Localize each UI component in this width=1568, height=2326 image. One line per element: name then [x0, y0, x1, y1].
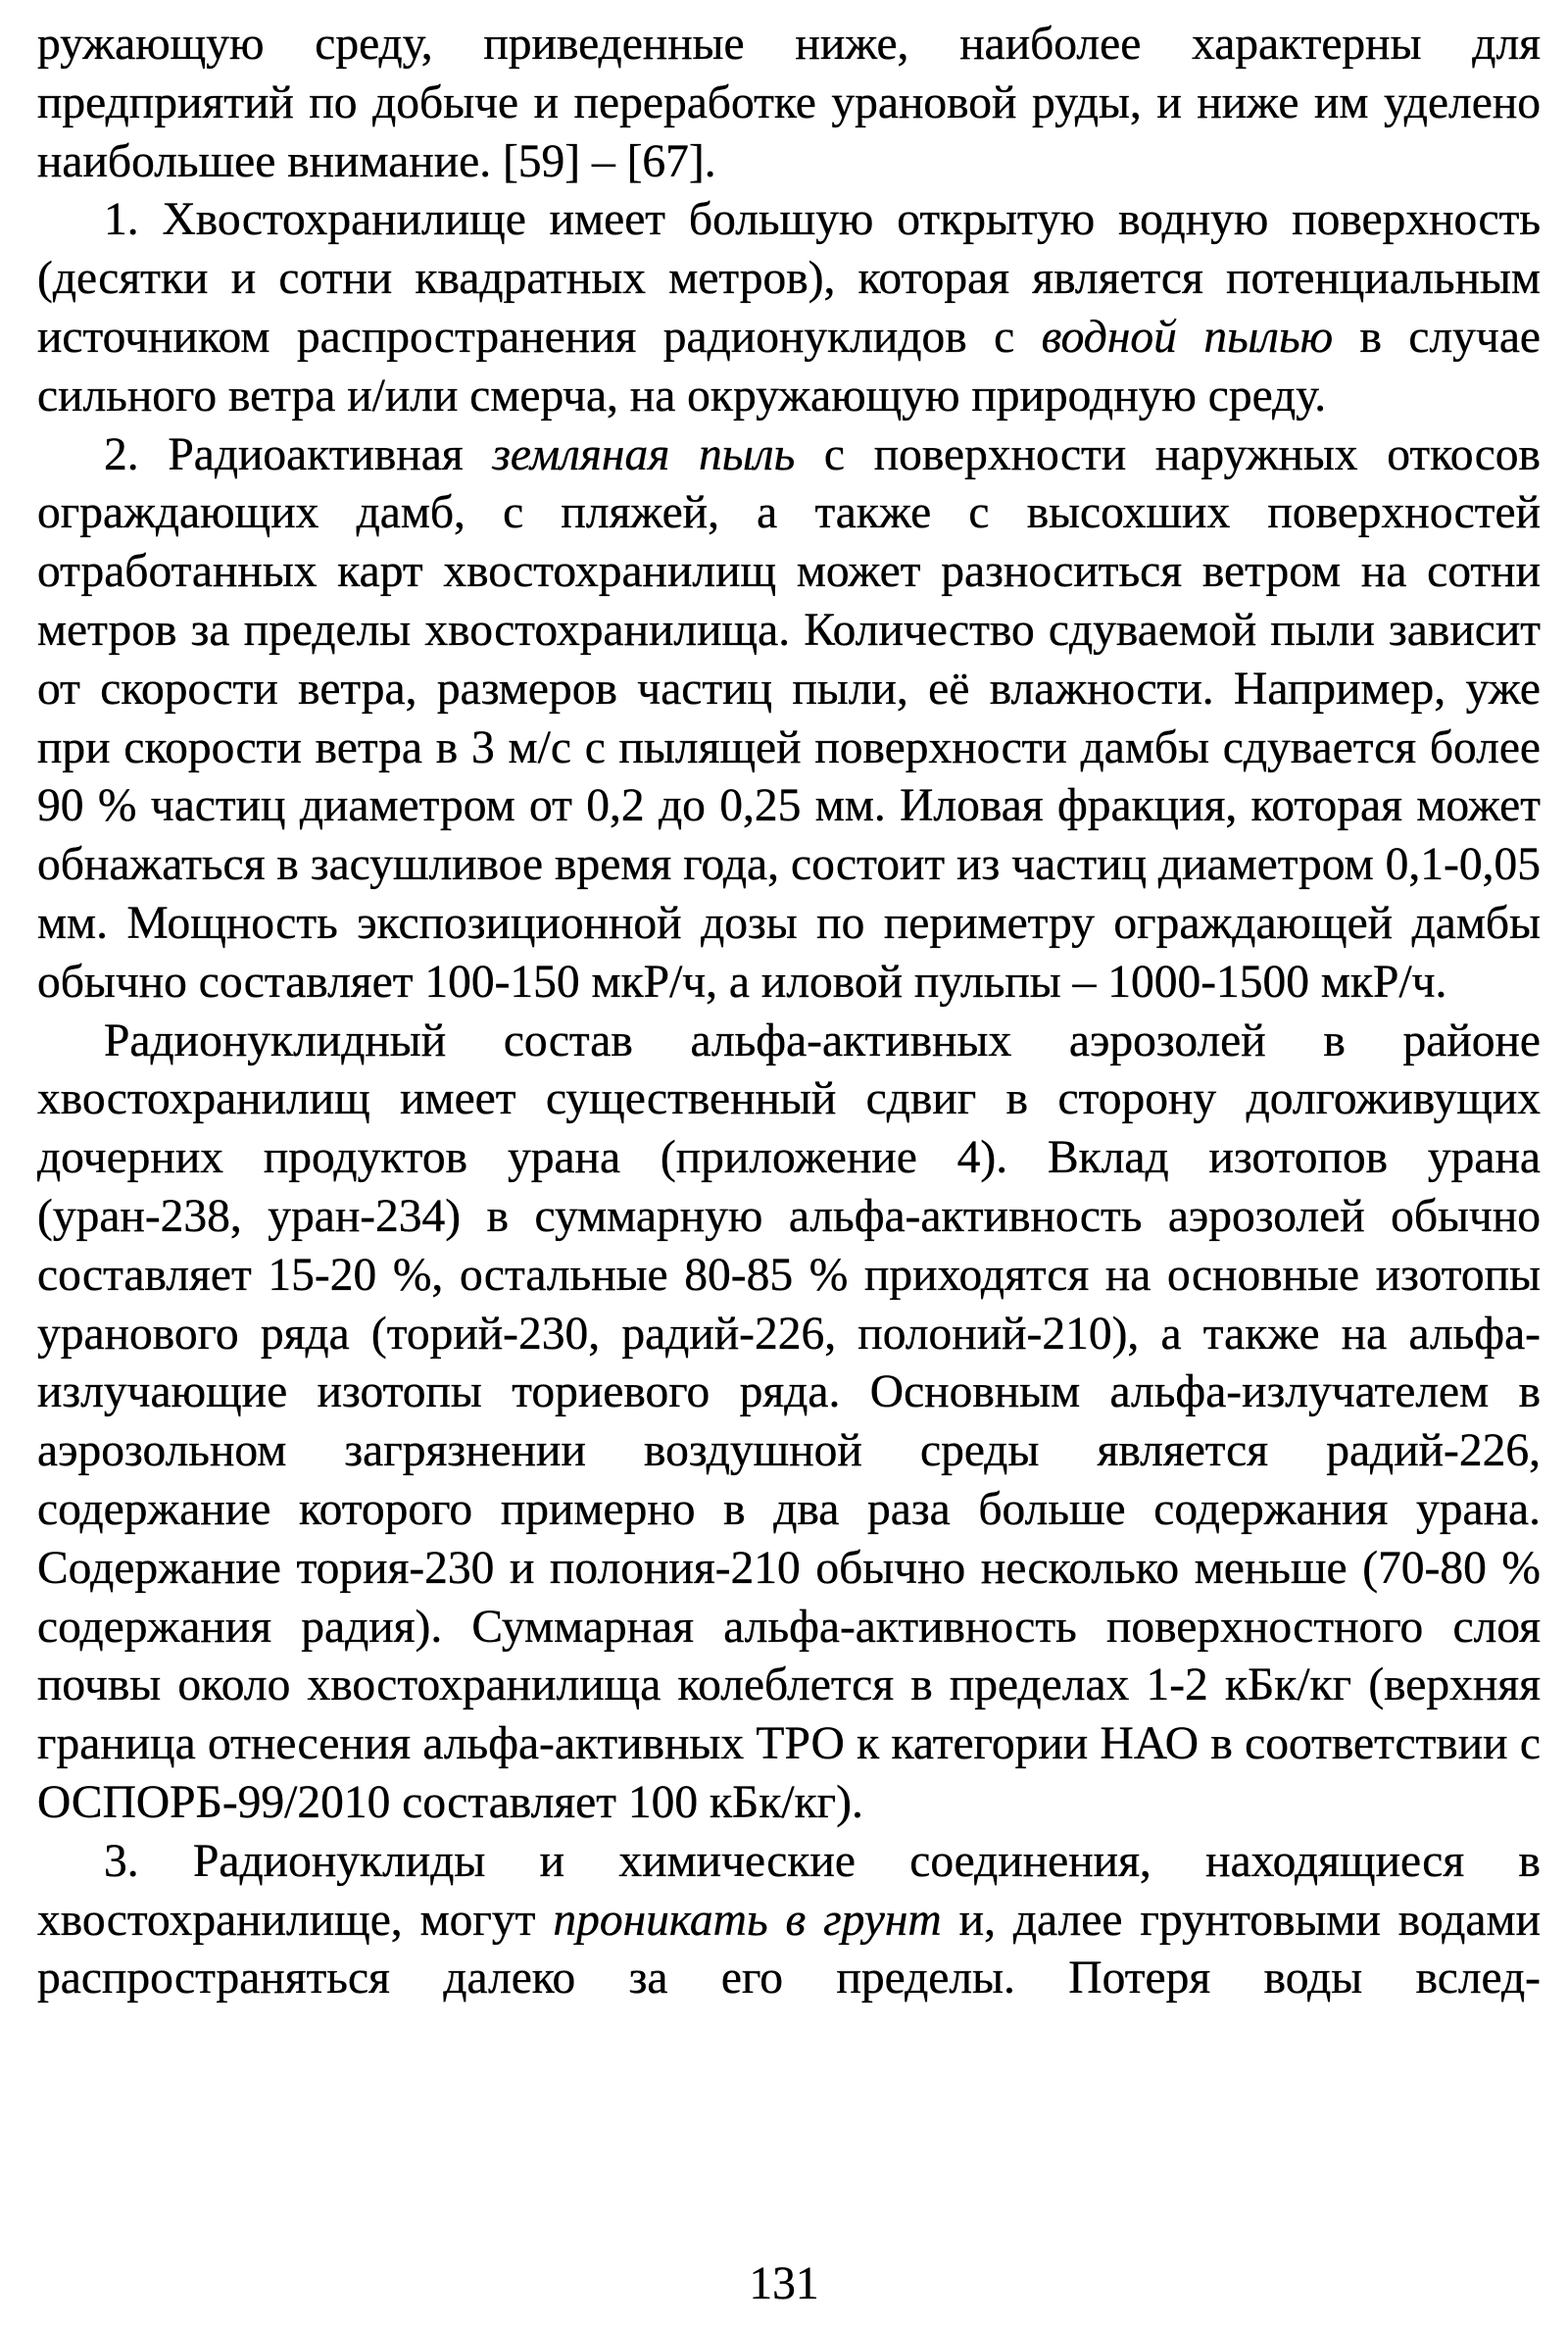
paragraph-alpha-aerosols: Радионуклидный состав альфа-активных аэрозолей в районе хвостохранилищ имеет существенный сдвиг в сторону долгоживущих дочерних продуктов урана (приложение 4). Вклад изотопов урана (уран-238, уран-234) в суммарную альфа-активность аэрозолей обычно составляет 15-20 %, остальные 80-85 % приходятся на основные изотопы уранового ряда (торий-230, радий-226, полоний-210), а также на альфа-излучающие изотопы ториевого ряда. Основным альфа-излучателем в аэрозольном загрязнении воздушной среды является радий-226, содержание которого примерно в два раза больше содержания урана. Содержание тория-230 и полония-210 обычно несколько меньше (70-80 % содержания радия). Суммарная альфа-активность поверхностного слоя почвы около хвостохранилища колеблется в пределах 1-2 кБк/кг (верхняя граница отнесения альфа-активных ТРО к категории НАО в соответствии с ОСПОРБ-99/2010 составляет 100 кБк/кг). — [37, 1015, 1541, 1828]
paragraph-item-1-water-dust: 1. Хвостохранилище имеет большую открытую водную поверхность (десятки и сотни квадратных метров), которая является потенциальным источником распространения радионуклидов с водной пылью в случае сильного ветра и/или смерча, на окружающую природную среду. — [37, 194, 1541, 421]
italic-term: водной пылью — [1041, 311, 1334, 363]
paragraph-continuation: ружающую среду, приведенные ниже, наиболее характерны для предприятий по добыче и переработке урановой руды, и ниже им уделено наибольшее внимание. [59] – [67]. — [37, 19, 1541, 187]
paragraph-item-2-earth-dust: 2. Радиоактивная земляная пыль с поверхности наружных откосов ограждающих дамб, с пляжей, а также с высохших поверхностей отработанных карт хвостохранилищ может разноситься ветром на сотни метров за пределы хвостохранилища. Количество сдуваемой пыли зависит от скорости ветра, размеров частиц пыли, её влажности. Например, уже при скорости ветра в 3 м/с с пылящей поверхности дамбы сдувается более 90 % частиц диаметром от 0,2 до 0,25 мм. Иловая фракция, которая может обнажаться в засушливое время года, состоит из частиц диаметром 0,1-0,05 мм. Мощность экспозиционной дозы по периметру ограждающей дамбы обычно составляет 100-150 мкР/ч, а иловой пульпы – 1000-1500 мкР/ч. — [37, 428, 1541, 1008]
paragraph-item-3-ground-penetration: 3. Радионуклиды и химические соединения, находящиеся в хвостохранилище, могут проникать в грунт и, далее грунтовыми водами распространяться далеко за его пределы. Потеря воды вслед- — [37, 1835, 1541, 2004]
page-number: 131 — [749, 2258, 819, 2309]
document-page — [37, 16, 1541, 2008]
italic-term: проникать в грунт — [553, 1894, 942, 1946]
italic-term: земляная пыль — [492, 428, 796, 480]
